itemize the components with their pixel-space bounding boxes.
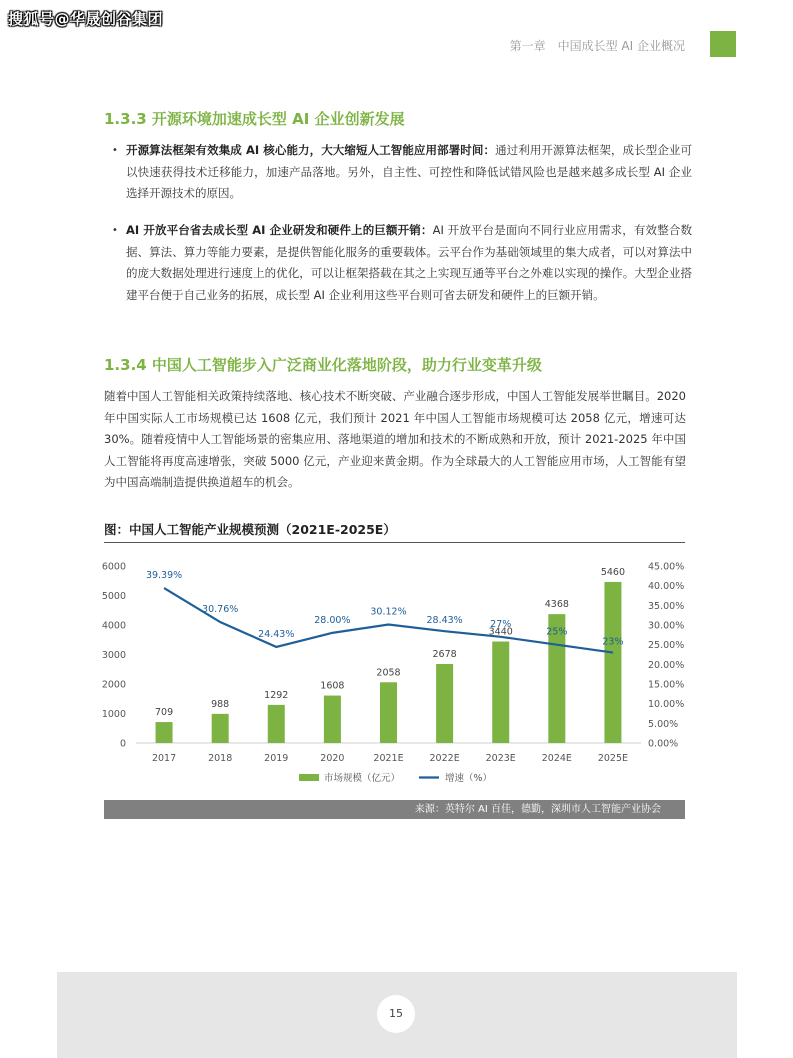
x-tick-label: 2024E bbox=[541, 753, 572, 764]
bar-value-label: 2058 bbox=[376, 667, 401, 679]
x-tick-label: 2017 bbox=[151, 753, 177, 764]
x-tick-label: 2022E bbox=[429, 753, 460, 764]
line-value-label: 39.39% bbox=[145, 570, 183, 582]
x-tick-label: 2019 bbox=[264, 753, 289, 764]
right-axis bbox=[648, 562, 684, 750]
y-right-tick-label: 15.00% bbox=[648, 679, 685, 691]
y-right-tick-label: 35.00% bbox=[648, 600, 685, 612]
y-left-tick-label: 2000 bbox=[101, 679, 126, 691]
bullet-text: 通过利用开源算法框架，成长型企业可以快速获得技术迁移能力，加速产品落地。另外，自主性、可控性和降低试错风险也是越来越多成长型 AI 企业选择开源技术的原因。 bbox=[126, 143, 692, 201]
x-tick-label: 2018 bbox=[208, 753, 233, 764]
figure-title-rule bbox=[104, 542, 685, 543]
line-value-label: 30.12% bbox=[370, 606, 407, 618]
legend-line-label: 增速（%） bbox=[445, 773, 493, 784]
bar bbox=[492, 642, 509, 743]
bar-value-label: 4368 bbox=[544, 599, 569, 611]
line-value-label: 30.76% bbox=[202, 604, 239, 616]
bullet-dot-icon: • bbox=[112, 225, 118, 236]
market-size-chart bbox=[96, 552, 696, 792]
chapter-title: 第一章 中国成长型 AI 企业概况 bbox=[509, 39, 685, 53]
bullet-text: AI 开放平台是面向不同行业应用需求，有效整合数据、算法、算力等能力要素，是提供智能化服务的重要载体。云平台作为基础领域里的集大成者，可以对算法中的庞大数据处理进行速度上的优化，可以让框架搭载在其之上实现互通等平台之外难以实现的操作。大型企业搭建平台便于自己业务的拓展，成长型 AI 企业利用这些平台则可省去研发和硬件上的巨额开销。 bbox=[126, 223, 692, 302]
bar-value-label: 5460 bbox=[600, 566, 626, 578]
bar bbox=[324, 696, 341, 743]
x-tick-label: 2020 bbox=[320, 753, 345, 764]
body-paragraph: 随着中国人工智能相关政策持续落地、核心技术不断突破、产业融合逐步形成，中国人工智能发展举世瞩目。2020 年中国实际人工市场规模已达 1608 亿元，我们预计 2021 年中国人工智能市场规模可达 2058 亿元，增速可达 30%。随着疫情中人工智能场景的密集应用、落地渠道的增加和技术的不断成熟和开放，预计 2021-2025 年中国人工智能将再度高速增张，突破 5000 亿元，产业迎来黄金期。作为全球最大的人工智能应用市场，人工智能有望为中国高端制造提供换道超车的机会。 bbox=[104, 389, 686, 490]
y-left-tick-label: 0 bbox=[119, 738, 126, 750]
line-value-label: 28.00% bbox=[314, 614, 351, 626]
x-tick-label: 2025E bbox=[597, 753, 629, 764]
y-left-tick-label: 4000 bbox=[101, 620, 126, 632]
chart-legend bbox=[299, 772, 492, 784]
line-value-label: 24.43% bbox=[258, 628, 295, 640]
y-right-tick-label: 40.00% bbox=[648, 581, 685, 593]
left-axis bbox=[102, 562, 126, 750]
bullet-lead: 开源算法框架有效集成 AI 核心能力，大大缩短人工智能应用部署时间： bbox=[126, 143, 496, 157]
section-heading-1-3-3: 1.3.3 开源环境加速成长型 AI 企业创新发展 bbox=[104, 110, 405, 128]
line-value-label: 27% bbox=[490, 618, 512, 630]
bar bbox=[156, 722, 173, 743]
legend-bar-label: 市场规模（亿元） bbox=[324, 773, 401, 784]
source-bar: 来源：英特尔 AI 百佳，德勤，深圳市人工智能产业协会 bbox=[104, 800, 685, 819]
figure-title: 图：中国人工智能产业规模预测（2021E-2025E） bbox=[104, 522, 396, 537]
legend-bar-swatch bbox=[299, 774, 319, 781]
y-right-tick-label: 30.00% bbox=[648, 620, 685, 632]
x-tick-label: 2023E bbox=[485, 753, 516, 764]
line-value-label: 28.43% bbox=[426, 615, 463, 627]
bar bbox=[268, 705, 285, 743]
y-right-tick-label: 25.00% bbox=[648, 640, 685, 652]
y-right-tick-label: 20.00% bbox=[648, 659, 685, 671]
line-value-label: 25% bbox=[546, 626, 568, 638]
bullet-item bbox=[112, 220, 692, 306]
header-accent-square bbox=[710, 31, 736, 57]
bar bbox=[380, 682, 397, 743]
y-right-tick-label: 10.00% bbox=[648, 699, 685, 711]
section-heading-1-3-4: 1.3.4 中国人工智能步入广泛商业化落地阶段，助力行业变革升级 bbox=[104, 356, 542, 374]
y-right-tick-label: 45.00% bbox=[648, 561, 685, 573]
bullet-lead: AI 开放平台省去成长型 AI 企业研发和硬件上的巨额开销： bbox=[126, 223, 433, 237]
bar-value-label: 709 bbox=[154, 707, 174, 719]
bar bbox=[212, 714, 229, 743]
watermark: 搜狐号@华晟创谷集团 bbox=[8, 10, 164, 28]
bar bbox=[602, 582, 624, 743]
bar-value-label: 3440 bbox=[488, 626, 513, 638]
y-right-tick-label: 0.00% bbox=[648, 738, 679, 750]
y-left-tick-label: 3000 bbox=[101, 650, 126, 661]
growth-line bbox=[164, 588, 613, 652]
bar bbox=[436, 664, 453, 743]
y-left-tick-label: 1000 bbox=[101, 709, 126, 720]
y-left-tick-label: 5000 bbox=[101, 591, 126, 602]
bullet-item bbox=[112, 140, 692, 205]
bar-value-label: 988 bbox=[211, 698, 230, 710]
x-tick-label: 2021E bbox=[373, 753, 404, 764]
y-left-tick-label: 6000 bbox=[101, 561, 126, 573]
y-right-tick-label: 5.00% bbox=[648, 718, 679, 730]
bar-value-label: 1608 bbox=[320, 680, 345, 692]
line-value-label: 23% bbox=[602, 636, 624, 648]
bar-value-label: 2678 bbox=[432, 648, 457, 660]
page-number: 15 bbox=[377, 995, 415, 1033]
x-axis-labels bbox=[152, 753, 628, 764]
bullet-dot-icon: • bbox=[112, 145, 118, 156]
bar-value-label: 1292 bbox=[264, 689, 289, 701]
